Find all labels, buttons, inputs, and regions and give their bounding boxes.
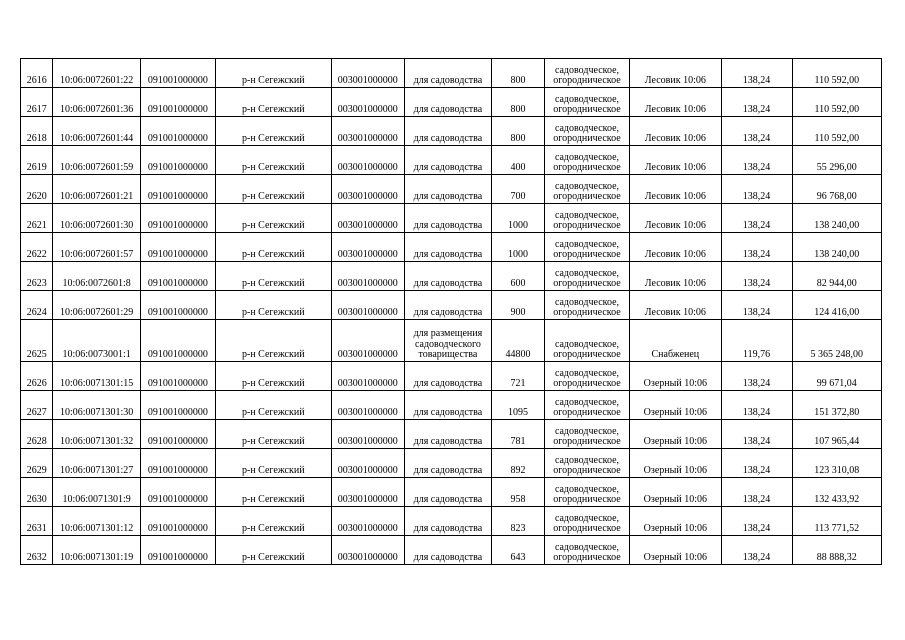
table-row (21, 420, 882, 449)
okato-code-cell: 091001000000 (140, 478, 215, 507)
cadastral-value-cell: 110 592,00 (792, 88, 881, 117)
land-category-line: огородническое (553, 523, 621, 535)
cadastral-zone-cell: Лесовик 10:06 (630, 175, 721, 204)
okato-code-cell: 091001000000 (140, 262, 215, 291)
table-row (21, 59, 882, 88)
cadastral-number-cell: 10:06:0072601:30 (53, 204, 140, 233)
permitted-use-line: для садоводства (413, 378, 483, 390)
permitted-use-line: для размещения (413, 327, 483, 339)
cadastral-value-cell: 88 888,32 (792, 536, 881, 565)
okato-code-cell: 091001000000 (140, 320, 215, 362)
table-row (21, 320, 882, 362)
land-category-line: огородническое (553, 162, 621, 174)
permitted-use-cell (404, 117, 491, 146)
land-category-line: садоводческое, (554, 296, 620, 308)
land-category-cell (544, 175, 629, 204)
land-category-line: садоводческое, (554, 541, 620, 553)
table-row (21, 262, 882, 291)
table-row (21, 146, 882, 175)
land-category-line: огородническое (553, 552, 621, 564)
table-row (21, 88, 882, 117)
table-row (21, 449, 882, 478)
oktmo-code-cell: 003001000000 (331, 175, 404, 204)
row-number-cell: 2625 (21, 320, 53, 362)
area-cell: 958 (492, 478, 545, 507)
area-cell: 1000 (492, 233, 545, 262)
permitted-use-cell (404, 146, 491, 175)
land-category-line: огородническое (553, 249, 621, 261)
land-category-line: садоводческое, (554, 454, 620, 466)
permitted-use-cell (404, 233, 491, 262)
oktmo-code-cell: 003001000000 (331, 478, 404, 507)
district-cell: р-н Сегежский (215, 59, 331, 88)
oktmo-code-cell: 003001000000 (331, 362, 404, 391)
cadastral-value-cell: 110 592,00 (792, 117, 881, 146)
permitted-use-line: для садоводства (413, 307, 483, 319)
unit-value-cell: 138,24 (721, 507, 792, 536)
land-category-cell (544, 420, 629, 449)
cadastral-number-cell: 10:06:0073001:1 (53, 320, 140, 362)
okato-code-cell: 091001000000 (140, 117, 215, 146)
unit-value-cell: 138,24 (721, 536, 792, 565)
table-row (21, 362, 882, 391)
cadastral-value-cell: 5 365 248,00 (792, 320, 881, 362)
cadastral-zone-cell: Лесовик 10:06 (630, 233, 721, 262)
area-cell: 823 (492, 507, 545, 536)
cadastral-value-cell: 96 768,00 (792, 175, 881, 204)
district-cell: р-н Сегежский (215, 175, 331, 204)
land-category-line: огородническое (553, 220, 621, 232)
table-row (21, 291, 882, 320)
cadastral-number-cell: 10:06:0071301:12 (53, 507, 140, 536)
area-cell: 892 (492, 449, 545, 478)
table-row (21, 391, 882, 420)
permitted-use-line: товарищества (418, 349, 478, 361)
land-category-cell (544, 146, 629, 175)
unit-value-cell: 138,24 (721, 291, 792, 320)
cadastral-number-cell: 10:06:0072601:21 (53, 175, 140, 204)
area-cell: 1000 (492, 204, 545, 233)
row-number-cell: 2617 (21, 88, 53, 117)
oktmo-code-cell: 003001000000 (331, 262, 404, 291)
cadastral-number-cell: 10:06:0072601:36 (53, 88, 140, 117)
land-category-line: садоводческое, (554, 151, 620, 163)
land-category-line: садоводческое, (554, 396, 620, 408)
oktmo-code-cell: 003001000000 (331, 291, 404, 320)
cadastral-number-cell: 10:06:0072601:44 (53, 117, 140, 146)
land-category-line: огородническое (553, 436, 621, 448)
district-cell: р-н Сегежский (215, 478, 331, 507)
area-cell: 800 (492, 88, 545, 117)
land-category-cell (544, 449, 629, 478)
land-category-line: садоводческое, (554, 64, 620, 76)
permitted-use-line: для садоводства (413, 104, 483, 116)
permitted-use-cell (404, 478, 491, 507)
district-cell: р-н Сегежский (215, 146, 331, 175)
row-number-cell: 2622 (21, 233, 53, 262)
district-cell: р-н Сегежский (215, 420, 331, 449)
table-row (21, 507, 882, 536)
cadastral-zone-cell: Лесовик 10:06 (630, 88, 721, 117)
cadastral-value-cell: 113 771,52 (792, 507, 881, 536)
permitted-use-line: для садоводства (413, 407, 483, 419)
area-cell: 44800 (492, 320, 545, 362)
land-category-line: огородническое (553, 104, 621, 116)
okato-code-cell: 091001000000 (140, 291, 215, 320)
land-category-cell (544, 117, 629, 146)
cadastral-value-cell: 110 592,00 (792, 59, 881, 88)
cadastral-number-cell: 10:06:0072601:57 (53, 233, 140, 262)
permitted-use-line: для садоводства (413, 552, 483, 564)
land-category-line: огородническое (553, 191, 621, 203)
cadastral-zone-cell: Озерный 10:06 (630, 507, 721, 536)
unit-value-cell: 138,24 (721, 117, 792, 146)
cadastral-zone-cell: Лесовик 10:06 (630, 262, 721, 291)
cadastral-number-cell: 10:06:0072601:29 (53, 291, 140, 320)
oktmo-code-cell: 003001000000 (331, 320, 404, 362)
permitted-use-cell (404, 449, 491, 478)
table-row (21, 175, 882, 204)
area-cell: 1095 (492, 391, 545, 420)
unit-value-cell: 138,24 (721, 146, 792, 175)
permitted-use-line: для садоводства (413, 162, 483, 174)
district-cell: р-н Сегежский (215, 449, 331, 478)
land-category-cell (544, 320, 629, 362)
area-cell: 800 (492, 117, 545, 146)
land-category-line: садоводческое, (554, 338, 620, 350)
cadastral-zone-cell: Озерный 10:06 (630, 536, 721, 565)
oktmo-code-cell: 003001000000 (331, 233, 404, 262)
land-category-cell (544, 391, 629, 420)
cadastral-value-cell: 124 416,00 (792, 291, 881, 320)
district-cell: р-н Сегежский (215, 117, 331, 146)
cadastral-value-cell: 107 965,44 (792, 420, 881, 449)
permitted-use-cell (404, 320, 491, 362)
unit-value-cell: 138,24 (721, 175, 792, 204)
cadastral-zone-cell: Лесовик 10:06 (630, 117, 721, 146)
land-category-line: огородническое (553, 278, 621, 290)
district-cell: р-н Сегежский (215, 536, 331, 565)
permitted-use-cell (404, 507, 491, 536)
okato-code-cell: 091001000000 (140, 420, 215, 449)
row-number-cell: 2616 (21, 59, 53, 88)
unit-value-cell: 138,24 (721, 391, 792, 420)
land-category-line: садоводческое, (554, 425, 620, 437)
district-cell: р-н Сегежский (215, 320, 331, 362)
land-category-line: садоводческое, (554, 122, 620, 134)
permitted-use-line: для садоводства (413, 278, 483, 290)
row-number-cell: 2623 (21, 262, 53, 291)
area-cell: 600 (492, 262, 545, 291)
row-number-cell: 2624 (21, 291, 53, 320)
land-category-cell (544, 507, 629, 536)
oktmo-code-cell: 003001000000 (331, 146, 404, 175)
permitted-use-cell (404, 362, 491, 391)
unit-value-cell: 138,24 (721, 204, 792, 233)
land-category-line: садоводческое, (554, 93, 620, 105)
cadastral-number-cell: 10:06:0071301:32 (53, 420, 140, 449)
cadastral-zone-cell: Озерный 10:06 (630, 420, 721, 449)
cadastral-number-cell: 10:06:0071301:27 (53, 449, 140, 478)
permitted-use-cell (404, 291, 491, 320)
cadastral-zone-cell: Озерный 10:06 (630, 478, 721, 507)
unit-value-cell: 138,24 (721, 420, 792, 449)
land-category-cell (544, 362, 629, 391)
row-number-cell: 2619 (21, 146, 53, 175)
permitted-use-cell (404, 420, 491, 449)
area-cell: 643 (492, 536, 545, 565)
okato-code-cell: 091001000000 (140, 204, 215, 233)
oktmo-code-cell: 003001000000 (331, 117, 404, 146)
district-cell: р-н Сегежский (215, 233, 331, 262)
permitted-use-line: для садоводства (413, 191, 483, 203)
cadastral-value-cell: 138 240,00 (792, 233, 881, 262)
land-category-line: садоводческое, (554, 483, 620, 495)
area-cell: 781 (492, 420, 545, 449)
permitted-use-line: для садоводства (413, 220, 483, 232)
table-body (21, 59, 882, 565)
cadastral-number-cell: 10:06:0072601:22 (53, 59, 140, 88)
okato-code-cell: 091001000000 (140, 233, 215, 262)
permitted-use-line: для садоводства (413, 494, 483, 506)
okato-code-cell: 091001000000 (140, 175, 215, 204)
area-cell: 400 (492, 146, 545, 175)
land-category-line: садоводческое, (554, 512, 620, 524)
unit-value-cell: 138,24 (721, 88, 792, 117)
area-cell: 900 (492, 291, 545, 320)
row-number-cell: 2627 (21, 391, 53, 420)
land-category-line: садоводческое, (554, 209, 620, 221)
okato-code-cell: 091001000000 (140, 146, 215, 175)
unit-value-cell: 138,24 (721, 449, 792, 478)
permitted-use-cell (404, 262, 491, 291)
land-category-line: садоводческое, (554, 367, 620, 379)
cadastral-value-cell: 151 372,80 (792, 391, 881, 420)
oktmo-code-cell: 003001000000 (331, 391, 404, 420)
district-cell: р-н Сегежский (215, 362, 331, 391)
land-category-line: огородническое (553, 378, 621, 390)
permitted-use-line: для садоводства (413, 436, 483, 448)
unit-value-cell: 138,24 (721, 362, 792, 391)
district-cell: р-н Сегежский (215, 204, 331, 233)
permitted-use-line: для садоводства (413, 75, 483, 87)
row-number-cell: 2618 (21, 117, 53, 146)
cadastral-zone-cell: Лесовик 10:06 (630, 291, 721, 320)
permitted-use-cell (404, 175, 491, 204)
row-number-cell: 2632 (21, 536, 53, 565)
permitted-use-cell (404, 59, 491, 88)
land-category-cell (544, 233, 629, 262)
row-number-cell: 2630 (21, 478, 53, 507)
cadastral-value-cell: 55 296,00 (792, 146, 881, 175)
land-category-cell (544, 291, 629, 320)
cadastral-number-cell: 10:06:0071301:19 (53, 536, 140, 565)
land-category-line: садоводческое, (554, 267, 620, 279)
land-category-line: огородническое (553, 133, 621, 145)
row-number-cell: 2629 (21, 449, 53, 478)
oktmo-code-cell: 003001000000 (331, 536, 404, 565)
land-category-line: огородническое (553, 307, 621, 319)
cadastral-number-cell: 10:06:0071301:9 (53, 478, 140, 507)
land-category-cell (544, 478, 629, 507)
unit-value-cell: 138,24 (721, 233, 792, 262)
unit-value-cell: 119,76 (721, 320, 792, 362)
permitted-use-line: для садоводства (413, 465, 483, 477)
okato-code-cell: 091001000000 (140, 362, 215, 391)
unit-value-cell: 138,24 (721, 262, 792, 291)
land-category-cell (544, 59, 629, 88)
area-cell: 800 (492, 59, 545, 88)
permitted-use-line: для садоводства (413, 133, 483, 145)
row-number-cell: 2626 (21, 362, 53, 391)
table-row (21, 117, 882, 146)
permitted-use-line: садоводческого (414, 338, 481, 350)
row-number-cell: 2628 (21, 420, 53, 449)
district-cell: р-н Сегежский (215, 291, 331, 320)
okato-code-cell: 091001000000 (140, 449, 215, 478)
cadastral-zone-cell: Лесовик 10:06 (630, 204, 721, 233)
okato-code-cell: 091001000000 (140, 507, 215, 536)
land-category-cell (544, 88, 629, 117)
permitted-use-cell (404, 391, 491, 420)
cadastral-zone-cell: Озерный 10:06 (630, 449, 721, 478)
land-category-line: огородническое (553, 349, 621, 361)
okato-code-cell: 091001000000 (140, 59, 215, 88)
area-cell: 700 (492, 175, 545, 204)
oktmo-code-cell: 003001000000 (331, 507, 404, 536)
cadastral-value-table (20, 58, 882, 565)
land-category-line: огородническое (553, 407, 621, 419)
permitted-use-cell (404, 536, 491, 565)
land-category-cell (544, 536, 629, 565)
oktmo-code-cell: 003001000000 (331, 449, 404, 478)
table-row (21, 478, 882, 507)
cadastral-zone-cell: Снабженец (630, 320, 721, 362)
land-category-line: огородническое (553, 465, 621, 477)
oktmo-code-cell: 003001000000 (331, 420, 404, 449)
permitted-use-cell (404, 88, 491, 117)
district-cell: р-н Сегежский (215, 262, 331, 291)
cadastral-value-cell: 138 240,00 (792, 204, 881, 233)
table-row (21, 536, 882, 565)
cadastral-zone-cell: Озерный 10:06 (630, 391, 721, 420)
land-category-line: садоводческое, (554, 180, 620, 192)
row-number-cell: 2620 (21, 175, 53, 204)
permitted-use-line: для садоводства (413, 249, 483, 261)
oktmo-code-cell: 003001000000 (331, 59, 404, 88)
row-number-cell: 2621 (21, 204, 53, 233)
table-row (21, 204, 882, 233)
cadastral-number-cell: 10:06:0072601:8 (53, 262, 140, 291)
district-cell: р-н Сегежский (215, 507, 331, 536)
okato-code-cell: 091001000000 (140, 536, 215, 565)
unit-value-cell: 138,24 (721, 478, 792, 507)
land-category-line: огородническое (553, 75, 621, 87)
permitted-use-cell (404, 204, 491, 233)
row-number-cell: 2631 (21, 507, 53, 536)
cadastral-number-cell: 10:06:0071301:30 (53, 391, 140, 420)
cadastral-zone-cell: Озерный 10:06 (630, 362, 721, 391)
permitted-use-line: для садоводства (413, 523, 483, 535)
table-row (21, 233, 882, 262)
land-category-line: садоводческое, (554, 238, 620, 250)
okato-code-cell: 091001000000 (140, 391, 215, 420)
land-category-cell (544, 204, 629, 233)
area-cell: 721 (492, 362, 545, 391)
cadastral-number-cell: 10:06:0072601:59 (53, 146, 140, 175)
cadastral-value-cell: 132 433,92 (792, 478, 881, 507)
cadastral-number-cell: 10:06:0071301:15 (53, 362, 140, 391)
oktmo-code-cell: 003001000000 (331, 204, 404, 233)
cadastral-value-cell: 99 671,04 (792, 362, 881, 391)
cadastral-zone-cell: Лесовик 10:06 (630, 59, 721, 88)
unit-value-cell: 138,24 (721, 59, 792, 88)
district-cell: р-н Сегежский (215, 88, 331, 117)
cadastral-zone-cell: Лесовик 10:06 (630, 146, 721, 175)
oktmo-code-cell: 003001000000 (331, 88, 404, 117)
okato-code-cell: 091001000000 (140, 88, 215, 117)
cadastral-value-cell: 82 944,00 (792, 262, 881, 291)
land-category-line: огородническое (553, 494, 621, 506)
district-cell: р-н Сегежский (215, 391, 331, 420)
land-category-cell (544, 262, 629, 291)
cadastral-value-cell: 123 310,08 (792, 449, 881, 478)
